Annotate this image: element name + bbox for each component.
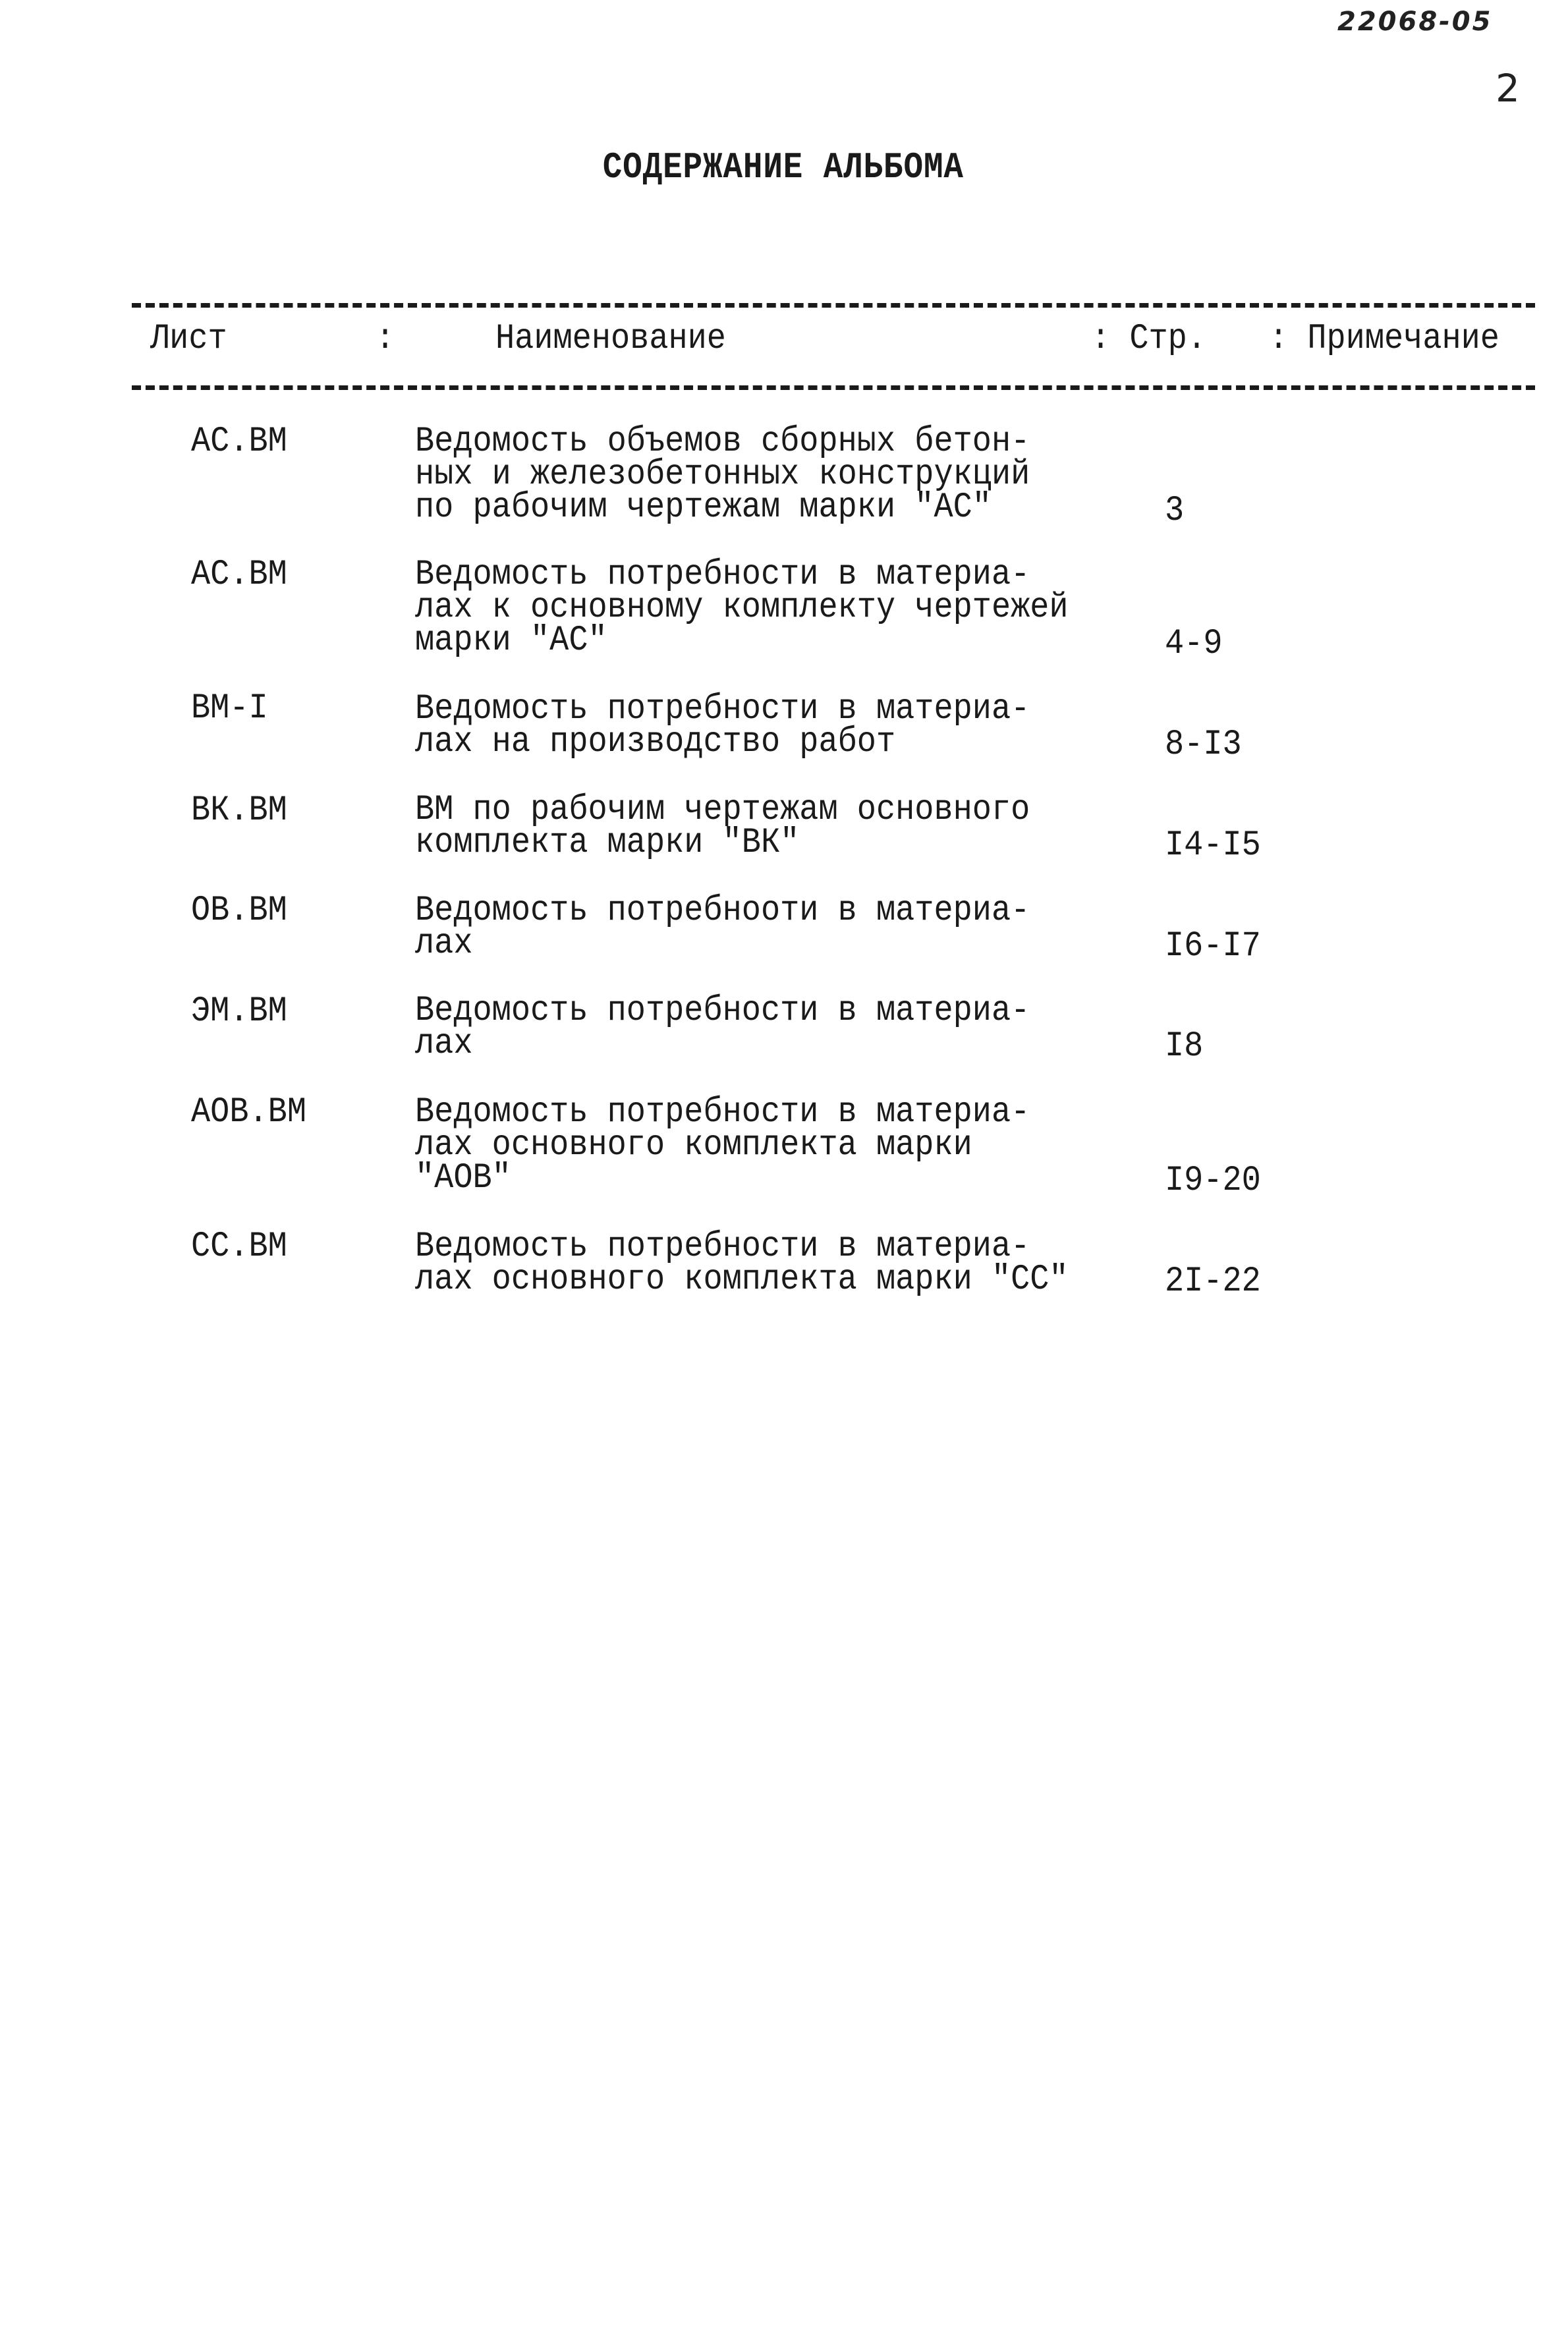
header-separator: : bbox=[376, 319, 395, 359]
row-name: Ведомость потребности в материа- лах на производство работ bbox=[415, 689, 1030, 762]
header-note: : Примечание bbox=[1269, 319, 1499, 359]
row-name: Ведомость потребности в материа- лах bbox=[415, 991, 1030, 1064]
document-code: 22068-05 bbox=[1337, 7, 1493, 37]
row-name: Ведомость объемов сборных бетон- ных и железобетонных конструкций по рабочим чертежам марки "АС" bbox=[415, 422, 1030, 528]
row-sheet-code: ВК.ВМ bbox=[191, 791, 287, 831]
page-title: СОДЕРЖАНИЕ АЛЬБОМА bbox=[602, 146, 964, 188]
header-sheet: Лист bbox=[150, 319, 227, 359]
row-name: Ведомость потребности в материа- лах основного комплекта марки "АОВ" bbox=[415, 1092, 1030, 1198]
row-sheet-code: ОВ.ВМ bbox=[191, 891, 287, 931]
header-bottom-divider bbox=[132, 385, 1535, 390]
row-name: ВМ по рабочим чертежам основного комплекта марки "ВК" bbox=[415, 790, 1030, 863]
row-sheet-code: СС.ВМ bbox=[191, 1227, 287, 1267]
row-pages: 3 bbox=[1165, 491, 1185, 531]
row-sheet-code: АОВ.ВМ bbox=[191, 1092, 306, 1132]
page-number: 2 bbox=[1496, 66, 1520, 111]
row-name: Ведомость потребноoти в материа- лах bbox=[415, 891, 1030, 964]
row-name: Ведомость потребности в материа- лах основного комплекта марки "СС" bbox=[415, 1227, 1069, 1300]
row-pages: 4-9 bbox=[1165, 624, 1223, 664]
row-name: Ведомость потребности в материа- лах к основному комплекту чертежей марки "АС" bbox=[415, 555, 1069, 661]
row-pages: I4-I5 bbox=[1165, 825, 1261, 866]
row-pages: 2I-22 bbox=[1165, 1262, 1261, 1302]
row-pages: I9-20 bbox=[1165, 1161, 1261, 1201]
row-pages: I6-I7 bbox=[1165, 926, 1261, 966]
header-top-divider bbox=[132, 303, 1535, 308]
header-pages: : Стр. bbox=[1091, 319, 1206, 359]
row-pages: 8-I3 bbox=[1165, 725, 1242, 765]
row-sheet-code: ВМ-I bbox=[191, 688, 268, 729]
row-sheet-code: АС.ВМ bbox=[191, 422, 287, 462]
row-pages: I8 bbox=[1165, 1026, 1204, 1067]
row-sheet-code: ЭМ.ВМ bbox=[191, 991, 287, 1032]
row-sheet-code: АС.ВМ bbox=[191, 555, 287, 595]
header-name: Наименование bbox=[495, 319, 726, 359]
